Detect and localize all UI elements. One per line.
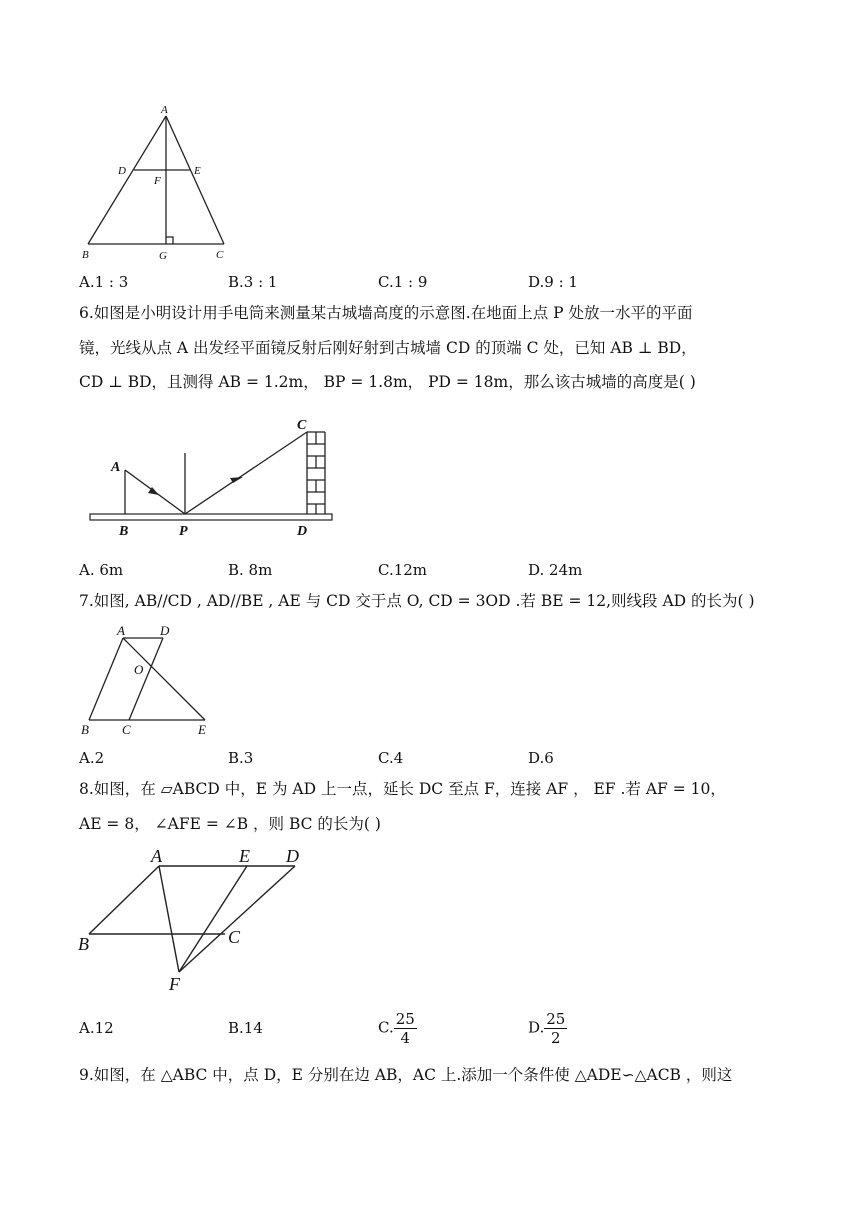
q8-figure xyxy=(75,842,315,992)
q8-option-c-fraction xyxy=(394,1010,417,1047)
q5-label-f: F xyxy=(154,175,161,187)
q5-option-d[interactable]: D.9 : 1 xyxy=(528,273,578,291)
q5-option-c[interactable]: C.1 : 9 xyxy=(378,273,428,291)
q8-option-c[interactable] xyxy=(378,1010,417,1047)
q8-option-d-numerator: 25 xyxy=(546,1010,566,1028)
q7-option-d[interactable]: D.6 xyxy=(528,749,554,767)
q5-label-e: E xyxy=(194,165,201,177)
q6-option-a[interactable]: A. 6m xyxy=(79,561,124,579)
q7-figure xyxy=(75,620,220,740)
q8-option-c-numerator: 25 xyxy=(395,1010,415,1028)
q6-label-b: B xyxy=(119,524,129,539)
q7-option-b[interactable]: B.3 xyxy=(228,749,254,767)
q7-label-d: D xyxy=(160,623,170,638)
q5-label-c: C xyxy=(216,249,224,261)
q6-label-p: P xyxy=(179,524,188,539)
q5-label-b: B xyxy=(82,249,89,261)
q6-label-c: C xyxy=(297,418,307,433)
q7-label-e: E xyxy=(198,722,206,737)
q7-label-a: A xyxy=(117,623,125,638)
q8-label-f: F xyxy=(169,974,180,992)
q6-label-d: D xyxy=(297,524,308,539)
q8-label-d: D xyxy=(286,846,299,866)
q8-option-d[interactable] xyxy=(528,1010,567,1047)
q5-figure xyxy=(78,100,238,270)
q6-option-c[interactable]: C.12m xyxy=(378,561,428,579)
q5-label-d: D xyxy=(118,165,126,177)
q7-option-c[interactable]: C.4 xyxy=(378,749,404,767)
q8-option-d-prefix: D. xyxy=(528,1018,545,1037)
q7-label-o: O xyxy=(134,662,144,677)
q5-option-a[interactable]: A.1 : 3 xyxy=(79,273,129,291)
q8-option-c-denominator: 4 xyxy=(400,1029,411,1047)
q6-figure xyxy=(85,410,345,545)
q7-label-b: B xyxy=(81,722,89,737)
q7-label-c: C xyxy=(122,722,131,737)
q7-option-a[interactable]: A.2 xyxy=(79,749,105,767)
q6-line-3: CD ⊥ BD，且测得 AB = 1.2m， BP = 1.8m， PD = 18m，那么该古城墙的高度是( ) xyxy=(79,373,696,391)
q8-line-2: AE = 8， ∠AFE = ∠B ，则 BC 的长为( ) xyxy=(79,815,381,833)
q6-line-1: 6.如图是小明设计用手电筒来测量某古城墙高度的示意图.在地面上点 P 处放一水平的平面 xyxy=(79,304,693,322)
q6-option-b[interactable]: B. 8m xyxy=(228,561,273,579)
q8-option-b[interactable]: B.14 xyxy=(228,1019,263,1037)
q8-option-a[interactable]: A.12 xyxy=(79,1019,114,1037)
q5-option-b[interactable]: B.3 : 1 xyxy=(228,273,278,291)
q6-option-d[interactable]: D. 24m xyxy=(528,561,583,579)
q8-label-e: E xyxy=(239,846,250,866)
q8-option-d-fraction xyxy=(544,1010,567,1047)
q9-line-1: 9.如图，在 △ABC 中，点 D，E 分别在边 AB，AC 上.添加一个条件使 △ADE∽△ACB ，则这 xyxy=(79,1066,733,1084)
q5-label-a: A xyxy=(161,104,168,116)
q6-label-a: A xyxy=(111,460,121,475)
q6-line-2: 镜，光线从点 A 出发经平面镜反射后刚好射到古城墙 CD 的顶端 C 处，已知 AB ⊥ BD， xyxy=(79,339,697,357)
q7-line-1: 7.如图, AB//CD , AD//BE , AE 与 CD 交于点 O, CD = 3OD .若 BE = 12,则线段 AD 的长为( ) xyxy=(79,592,755,610)
q8-label-c: C xyxy=(228,927,241,947)
q5-label-g: G xyxy=(159,250,167,262)
q8-option-c-prefix: C. xyxy=(378,1018,394,1037)
q8-label-b: B xyxy=(78,934,89,954)
q8-line-1: 8.如图，在 ▱ABCD 中，E 为 AD 上一点，延长 DC 至点 F，连接 AF ， EF .若 AF = 10， xyxy=(79,780,726,798)
q8-label-a: A xyxy=(151,846,162,866)
q8-option-d-denominator: 2 xyxy=(551,1029,561,1047)
